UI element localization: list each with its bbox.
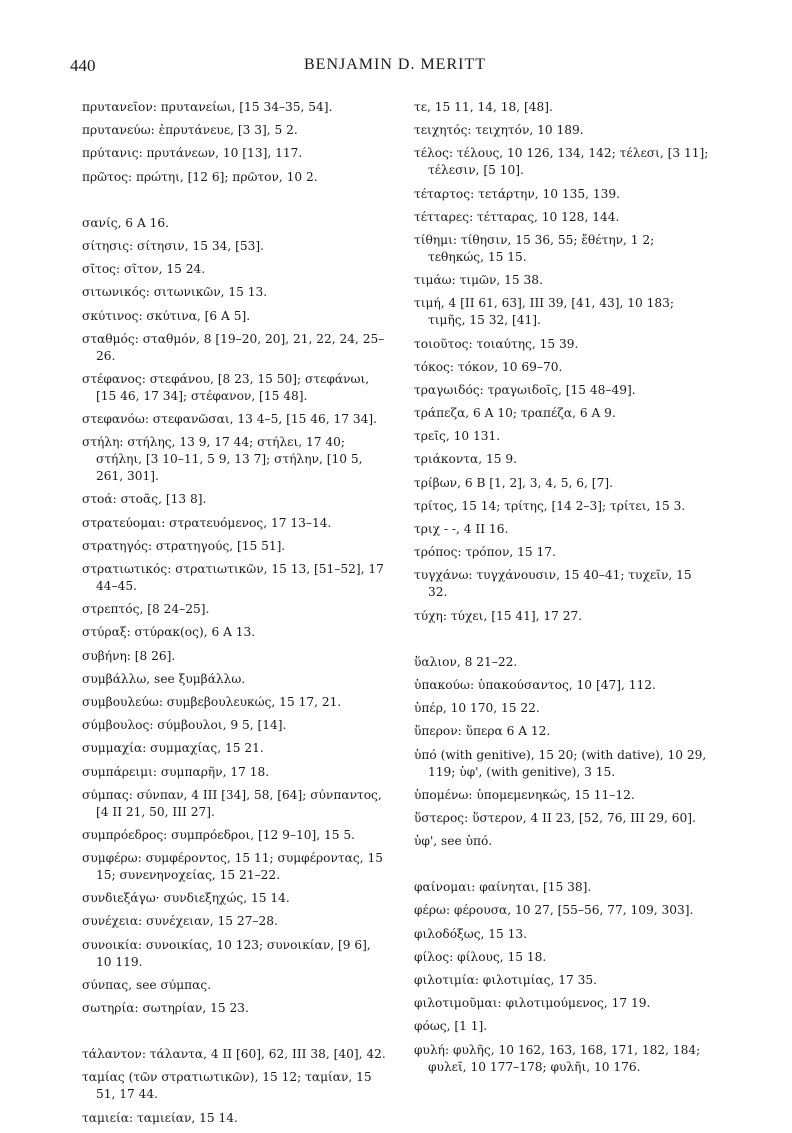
index-entry: φιλοτιμοῦμαι: φιλοτιμούμενος, 17 19. bbox=[414, 996, 651, 1011]
index-entry: φέρω: φέρουσα, 10 27, [55–56, 77, 109, 303]. bbox=[414, 903, 694, 918]
index-entry: ταμίας (τῶν στρατιωτικῶν), 15 12; ταμίαν, 15 51, 17 44. bbox=[82, 1070, 372, 1102]
index-entry: τε, 15 11, 14, 18, [48]. bbox=[414, 100, 553, 114]
index-entry: φυλή: φυλῆς, 10 162, 163, 168, 171, 182, 184; φυλεῖ, 10 177–178; φυλῆι, 10 176. bbox=[414, 1042, 701, 1074]
index-entry: συνδιεξάγω· συνδιεξηχώς, 15 14. bbox=[82, 891, 290, 906]
section-gap bbox=[82, 1023, 387, 1046]
index-entry: τραγωιδός: τραγωιδοῖς, [15 48–49]. bbox=[414, 382, 636, 397]
index-entry: ὕαλιον, 8 21–22. bbox=[414, 654, 518, 669]
index-entry: ὑπέρ, 10 170, 15 22. bbox=[414, 701, 540, 716]
index-entry: τριάκοντα, 15 9. bbox=[414, 452, 518, 467]
right-column bbox=[414, 99, 714, 1082]
left-column bbox=[82, 99, 387, 1133]
section-gap bbox=[414, 856, 714, 879]
index-entry: σίτησις: σίτησιν, 15 34, [53]. bbox=[82, 238, 264, 253]
index-entry: τέτταρες: τέτταρας, 10 128, 144. bbox=[414, 209, 620, 224]
index-entry: πρῶτος: πρώτηι, [12 6]; πρῶτον, 10 2. bbox=[82, 169, 318, 184]
index-entry: τριχ - -, 4 II 16. bbox=[414, 522, 509, 536]
index-entry: τρίτος, 15 14; τρίτης, [14 2–3]; τρίτει, 15 3. bbox=[414, 498, 686, 513]
index-entry: σῖτος: σῖτον, 15 24. bbox=[82, 262, 206, 277]
page-number: 440 bbox=[70, 56, 96, 75]
index-entry: φόως, [1 1]. bbox=[414, 1019, 488, 1034]
index-entry: σύμβουλος: σύμβουλοι, 9 5, [14]. bbox=[82, 718, 287, 733]
index-entry: τρεῖς, 10 131. bbox=[414, 429, 501, 444]
index-entry: σύνπας, see σύμπας. bbox=[82, 977, 212, 992]
index-entry: ταμιεία: ταμιείαν, 15 14. bbox=[82, 1110, 238, 1125]
index-entry: στρατεύομαι: στρατευόμενος, 17 13–14. bbox=[82, 515, 332, 530]
index-entry: ὕπερον: ὕπερα 6 A 12. bbox=[414, 724, 551, 739]
index-entry: τόκος: τόκον, 10 69–70. bbox=[414, 359, 563, 374]
index-entry: στρατηγός: στρατηγούς, [15 51]. bbox=[82, 538, 286, 553]
index-entry: τύχη: τύχει, [15 41], 17 27. bbox=[414, 608, 583, 623]
index-entry: πρυτανεῖον: πρυτανείωι, [15 34–35, 54]. bbox=[82, 100, 333, 114]
index-entry: σκύτινος: σκύτινα, [6 A 5]. bbox=[82, 308, 251, 323]
index-entry: ὑπό (with genitive), 15 20; (with dative), 10 29, 119; ὑφ', (with genitive), 3 15. bbox=[414, 747, 707, 779]
index-entry: συμφέρω: συμφέροντος, 15 11; συμφέροντας, 15 15; συνενηνοχείας, 15 21–22. bbox=[82, 851, 383, 883]
index-entry: πρυτανεύω: ἐπρυτάνευε, [3 3], 5 2. bbox=[82, 123, 298, 138]
index-entry: ὕστερος: ὕστερον, 4 II 23, [52, 76, III 29, 60]. bbox=[414, 810, 696, 825]
index-entry: συνέχεια: συνέχειαν, 15 27–28. bbox=[82, 914, 278, 929]
index-entry: τοιοῦτος: τοιαύτης, 15 39. bbox=[414, 336, 579, 351]
index-entry: φιλοτιμία: φιλοτιμίας, 17 35. bbox=[414, 973, 597, 987]
index-entry: συμμαχία: συμμαχίας, 15 21. bbox=[82, 741, 264, 756]
index-entry: συνοικία: συνοικίας, 10 123; συνοικίαν, [9 6], 10 119. bbox=[82, 937, 371, 969]
index-entry: στοά: στοᾶς, [13 8]. bbox=[82, 492, 207, 507]
index-entry: στήλη: στήλης, 13 9, 17 44; στήλει, 17 40; στήληι, [3 10–11, 5 9, 13 7]; στήλην, [10 5, 261, 301]. bbox=[82, 435, 363, 484]
section-gap bbox=[82, 192, 387, 215]
index-entry: σιτωνικός: σιτωνικῶν, 15 13. bbox=[82, 285, 268, 300]
index-entry: στύραξ: στύρακ(ος), 6 A 13. bbox=[82, 625, 256, 640]
index-entry: πρύτανις: πρυτάνεων, 10 [13], 117. bbox=[82, 146, 303, 161]
index-entry: στρατιωτικός: στρατιωτικῶν, 15 13, [51–52], 17 44–45. bbox=[82, 562, 384, 593]
index-entry: στρεπτός, [8 24–25]. bbox=[82, 602, 210, 617]
section-gap bbox=[414, 631, 714, 654]
index-entry: ὑπακούω: ὑπακούσαντος, 10 [47], 112. bbox=[414, 677, 656, 692]
index-entry: συμπάρειμι: συμπαρῆν, 17 18. bbox=[82, 764, 270, 779]
index-entry: συμβουλεύω: συμβεβουλευκώς, 15 17, 21. bbox=[82, 694, 342, 709]
index-entry: ὑπομένω: ὑπομεμενηκώς, 15 11–12. bbox=[414, 787, 635, 802]
index-entry: τιμάω: τιμῶν, 15 38. bbox=[414, 273, 543, 288]
index-entry: στεφανόω: στεφανῶσαι, 13 4–5, [15 46, 17 34]. bbox=[82, 412, 378, 427]
index-entry: τράπεζα, 6 A 10; τραπέζα, 6 A 9. bbox=[414, 406, 616, 421]
index-entry: ὑφ', see ὑπό. bbox=[414, 834, 493, 849]
index-entry: τέλος: τέλους, 10 126, 134, 142; τέλεσι, [3 11]; τέλεσιν, [5 10]. bbox=[414, 146, 709, 178]
index-entry: σύμπας: σύνπαν, 4 III [34], 58, [64]; σύνπαντος, [4 II 21, 50, III 27]. bbox=[82, 787, 382, 819]
index-entry: τειχητός: τειχητόν, 10 189. bbox=[414, 123, 584, 138]
index-entry: τρίβων, 6 B [1, 2], 3, 4, 5, 6, [7]. bbox=[414, 475, 613, 490]
index-entry: τάλαντον: τάλαντα, 4 II [60], 62, III 38, [40], 42. bbox=[82, 1047, 386, 1062]
index-entry: σωτηρία: σωτηρίαν, 15 23. bbox=[82, 1001, 249, 1015]
index-entry: στέφανος: στεφάνου, [8 23, 15 50]; στεφάνωι, [15 46, 17 34]; στέφανον, [15 48]. bbox=[82, 371, 370, 403]
index-entry: τιμή, 4 [II 61, 63], III 39, [41, 43], 10 183; τιμῆς, 15 32, [41]. bbox=[414, 296, 674, 328]
page-header bbox=[70, 56, 720, 80]
index-entry: φιλοδόξως, 15 13. bbox=[414, 926, 528, 941]
index-entry: συβήνη: [8 26]. bbox=[82, 648, 176, 663]
index-entry: συμβάλλω, see ξυμβάλλω. bbox=[82, 671, 246, 686]
index-entry: σταθμός: σταθμόν, 8 [19–20, 20], 21, 22, 24, 25–26. bbox=[82, 331, 385, 363]
index-entry: τέταρτος: τετάρτην, 10 135, 139. bbox=[414, 186, 621, 201]
running-title: BENJAMIN D. MERITT bbox=[304, 56, 486, 73]
index-entry: τίθημι: τίθησιν, 15 36, 55; ἔθέτην, 1 2; τεθηκώς, 15 15. bbox=[414, 232, 655, 264]
index-entry: φίλος: φίλους, 15 18. bbox=[414, 949, 547, 964]
index-entry: σανίς, 6 A 16. bbox=[82, 215, 169, 230]
index-entry: φαίνομαι: φαίνηται, [15 38]. bbox=[414, 880, 592, 895]
index-entry: τρόπος: τρόπον, 15 17. bbox=[414, 545, 556, 560]
index-entry: συμπρόεδρος: συμπρόεδροι, [12 9–10], 15 5. bbox=[82, 827, 355, 842]
index-entry: τυγχάνω: τυγχάνουσιν, 15 40–41; τυχεῖν, 15 32. bbox=[414, 568, 692, 600]
